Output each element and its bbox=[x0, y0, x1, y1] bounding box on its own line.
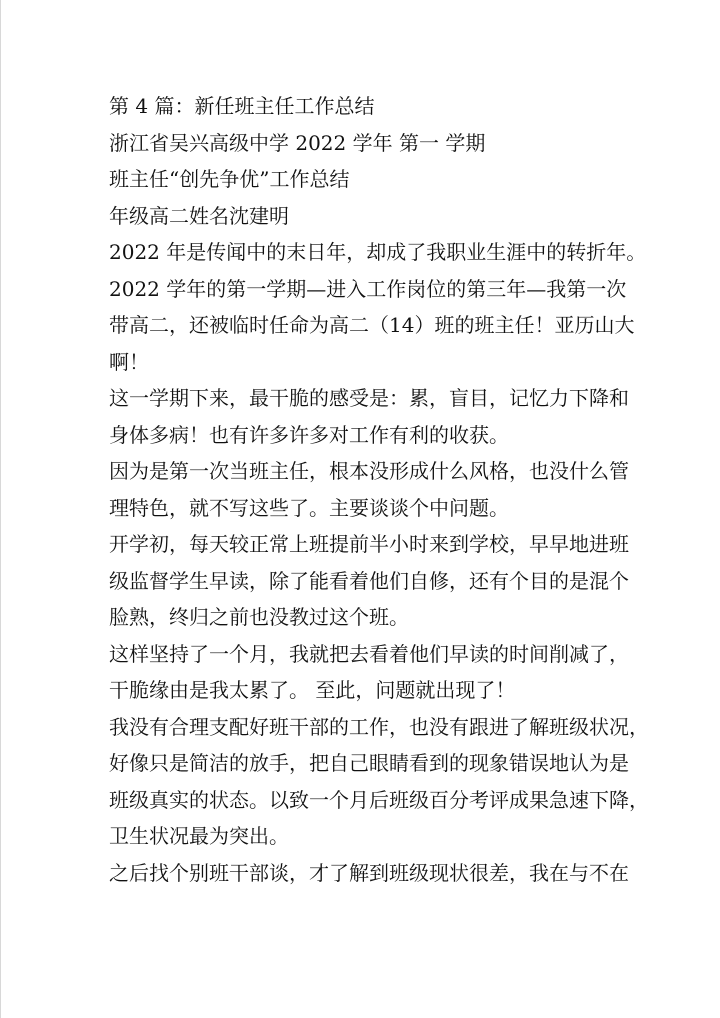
text-line: 之后找个别班干部谈，才了解到班级现状很差，我在与不在 bbox=[109, 860, 629, 885]
author-info: 年级高二姓名沈建明 bbox=[109, 203, 289, 228]
text-line: 干脆缘由是我太累了。 至此，问题就出现了！ bbox=[109, 678, 516, 702]
text-line: 脸熟，终归之前也没教过这个班。 bbox=[109, 605, 409, 629]
document-heading: 第 4 篇：新任班主任工作总结 bbox=[109, 94, 375, 118]
text-line: 我没有合理支配好班干部的工作，也没有跟进了解班级状况， bbox=[109, 714, 649, 739]
text-line: 开学初，每天较正常上班提前半小时来到学校，早早地进班 bbox=[109, 532, 629, 556]
text-line: 带高二，还被临时任命为高二（14）班的班主任！亚历山大 bbox=[109, 313, 635, 337]
text-line: 好像只是简洁的放手，把自己眼睛看到的现象错误地认为是 bbox=[109, 751, 629, 775]
report-title: 班主任“创先争优”工作总结 bbox=[109, 167, 350, 191]
school-term-line: 浙江省吴兴高级中学 2022 学年 第一 学期 bbox=[109, 130, 486, 155]
text-line: 班级真实的状态。以致一个月后班级百分考评成果急速下降， bbox=[109, 787, 649, 812]
text-line: 级监督学生早读，除了能看着他们自修，还有个目的是混个 bbox=[109, 568, 629, 593]
text-line: 卫生状况最为突出。 bbox=[109, 824, 289, 848]
text-line: 身体多病！也有许多许多对工作有利的收获。 bbox=[109, 422, 509, 447]
text-line: 2022 年是传闻中的末日年，却成了我职业生涯中的转折年。 bbox=[109, 240, 647, 264]
document-body bbox=[109, 88, 649, 891]
text-line: 啊！ bbox=[109, 349, 149, 374]
text-line: 这样坚持了一个月，我就把去看着他们早读的时间削减了， bbox=[109, 641, 629, 666]
text-line: 2022 学年的第一学期—进入工作岗位的第三年—我第一次 bbox=[109, 276, 627, 301]
text-line: 理特色，就不写这些了。主要谈谈个中问题。 bbox=[109, 495, 509, 520]
text-line: 因为是第一次当班主任，根本没形成什么风格，也没什么管 bbox=[109, 459, 629, 483]
text-line: 这一学期下来，最干脆的感受是：累，盲目，记忆力下降和 bbox=[109, 386, 629, 410]
